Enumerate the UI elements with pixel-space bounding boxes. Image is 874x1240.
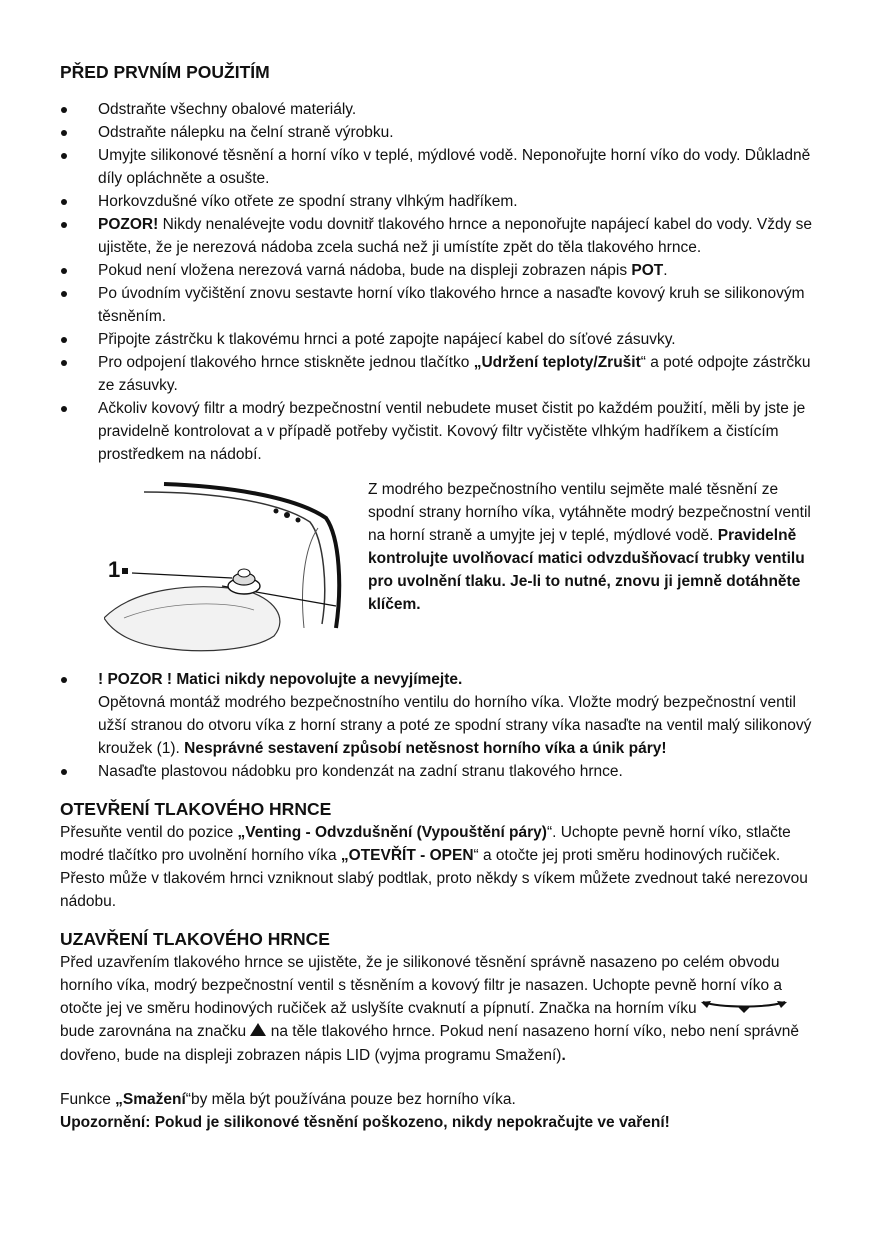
- lid-rim-edge: [303, 528, 318, 628]
- list-item: POZOR! Nikdy nenalévejte vodu dovnitř tlakového hrnce a neponořujte napájecí kabel do vody. Vždy se ujistěte, že je nerezová nádoba zcela suchá než ji umístíte zpět do těla tlakového hrnce.: [60, 213, 820, 259]
- valve-tip: [238, 569, 250, 577]
- list-item: Pro odpojení tlakového hrnce stiskněte jednou tlačítko „Udržení teploty/Zrušit“ a poté odpojte zástrčku ze zásuvky.: [60, 351, 820, 397]
- valve-figure-block: [60, 478, 820, 662]
- list-item: Pokud není vložena nerezová varná nádoba, bude na displeji zobrazen nápis POT.: [60, 259, 820, 282]
- valve-instructions: Z modrého bezpečnostního ventilu sejměte malé těsnění ze spodní strany horního víka, vytáhněte modrý bezpečnostní ventil na horní straně a umyjte jej v teplé, mýdlové vodě. Pravidelně kontrolujte uvolňovací matici odvzdušňovací trubky ventilu pro uvolnění tlaku. Je-li to nutné, znovu ji jemně dotáhněte klíčem.: [368, 481, 811, 613]
- section-title-opening: OTEVŘENÍ TLAKOVÉHO HRNCE: [60, 799, 332, 819]
- list-item: Horkovzdušné víko otřete ze spodní strany vlhkým hadříkem.: [60, 190, 820, 213]
- triangle-marker-icon: [250, 1021, 266, 1044]
- lid-valve-drawing: [104, 478, 344, 658]
- opening-paragraph: Přesuňte ventil do pozice „Venting - Odvzdušnění (Vypouštění páry)“. Uchopte pevně horní víko, stlačte modré tlačítko pro uvolnění horního víka „OTEVŘÍT - OPEN“ a otočte jej proti směru hodinových ručiček. Přesto může v tlakovém hrnci vzniknout slabý podtlak, proto někdy s víkem můžete zvednout také nerezovou nádobu.: [60, 824, 808, 910]
- section-closing: [60, 927, 820, 1067]
- list-item: Ačkoliv kovový filtr a modrý bezpečnostní ventil nebudete muset čistit po každém použití, měli by jste je pravidelně kontrolovat a v případě potřeby vyčistit. Kovový filtr vyčistěte vlhkým hadříkem a čistícím prostředkem na nádobí.: [60, 397, 820, 466]
- lid-hole: [274, 509, 279, 514]
- list-item: Odstraňte nálepku na čelní straně výrobku.: [60, 121, 820, 144]
- list-item: Nasaďte plastovou nádobku pro kondenzát na zadní stranu tlakového hrnce.: [60, 760, 820, 783]
- footer-notes: [60, 1088, 820, 1134]
- lid-hole: [284, 512, 290, 518]
- list-item: ! POZOR ! Matici nikdy nepovolujte a nevyjímejte. Opětovná montáž modrého bezpečnostního ventilu do horního víka. Vložte modrý bezpečnostní ventil užší stranou do otvoru víka z horní strany a poté ze spodní strany víka nasaďte na ventil malý silikonový kroužek (1). Nesprávné sestavení způsobí netěsnost horního víka a únik páry!: [60, 668, 820, 760]
- closing-paragraph: Před uzavřením tlakového hrnce se ujistěte, že je silikonové těsnění správně nasazeno po celém obvodu horního víka, modrý bezpečnostní ventil s těsněním a kovový filtr je nasazen. Uchopte pevně horní víko a otočte jej ve směru hodinových ručiček až uslyšíte cvaknutí a pípnutí. Značka na horním víku bude zarovnána na značku na těle tlakového hrnce. Pokud není nasazeno horní víko, nebo není správně dovřeno, bude na displeji zobrazen nápis LID (vyjma programu Smažení).: [60, 954, 799, 1064]
- page: [60, 60, 820, 1134]
- list-item: Připojte zástrčku k tlakovému hrnci a poté zapojte napájecí kabel do síťové zásuvky.: [60, 328, 820, 351]
- lid-hole: [296, 518, 301, 523]
- label-leader-line: [132, 573, 232, 578]
- figure-label-1: 1: [108, 558, 128, 581]
- list-item: Umyjte silikonové těsnění a horní víko v teplé, mýdlové vodě. Neponořujte horní víko do vody. Důkladně díly opláchněte a osušte.: [60, 144, 820, 190]
- valve-illustration: [60, 478, 368, 662]
- section-title-first-use: PŘED PRVNÍM POUŽITÍM: [60, 62, 270, 82]
- list-item: Po úvodním vyčištění znovu sestavte horní víko tlakového hrnce a nasaďte kovový kruh se silikonovým těsněním.: [60, 282, 820, 328]
- valve-list: [60, 668, 820, 783]
- lid-rotate-arrow-icon: [701, 997, 787, 1020]
- section-opening: [60, 797, 820, 913]
- section-title-closing: UZAVŘENÍ TLAKOVÉHO HRNCE: [60, 929, 330, 949]
- list-item: Odstraňte všechny obalové materiály.: [60, 98, 820, 121]
- seal-plate: [104, 587, 280, 651]
- first-use-list: [60, 98, 820, 466]
- seal-warning: Upozornění: Pokud je silikonové těsnění poškozeno, nikdy nepokračujte ve vaření!: [60, 1113, 670, 1131]
- fry-function-note: Funkce „Smažení“by měla být používána pouze bez horního víka.: [60, 1090, 516, 1108]
